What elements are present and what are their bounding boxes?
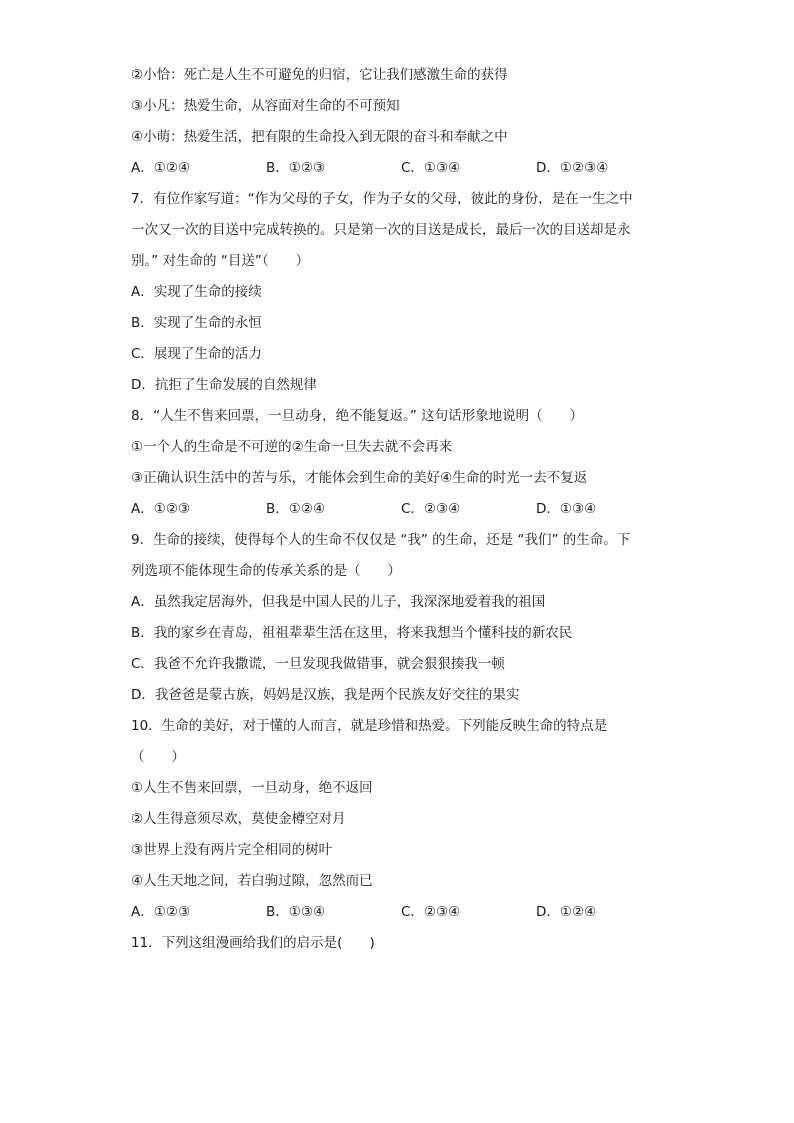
- q10-statement-line: ①人生不售来回票，一旦动身，绝不返回: [131, 780, 373, 796]
- q9-option-a[interactable]: A．虽然我定居海外，但我是中国人民的儿子，我深深地爱着我的祖国: [131, 594, 546, 610]
- q9-option-d[interactable]: D．我爸爸是蒙古族，妈妈是汉族，我是两个民族友好交往的果实: [131, 687, 520, 703]
- q10-statement-line: ④人生天地之间，若白驹过隙，忽然而已: [131, 873, 373, 889]
- q7-stem-line: 别。” 对生命的 “目送”（ ）: [131, 253, 310, 269]
- option-b[interactable]: B．①②③: [266, 160, 326, 176]
- q10-statement-line: ③世界上没有两片完全相同的树叶: [131, 842, 333, 858]
- option-b[interactable]: B．①②④: [266, 501, 326, 517]
- q7-stem-line: 一次又一次的目送中完成转换的。只是第一次的目送是成长，最后一次的目送却是永: [131, 222, 631, 238]
- option-a[interactable]: A．①②③: [131, 904, 191, 920]
- option-d[interactable]: D．①②④: [536, 904, 597, 920]
- q6-statement-4: ④小萌：热爱生活，把有限的生命投入到无限的奋斗和奉献之中: [131, 129, 508, 145]
- exam-page: [131, 60, 671, 959]
- q8-statement-line: ③正确认识生活中的苦与乐，才能体会到生命的美好④生命的时光一去不复返: [131, 470, 588, 486]
- q6-options: [131, 153, 671, 184]
- q8-stem-line: 8．“人生不售来回票，一旦动身，绝不能复返。” 这句话形象地说明（ ）: [131, 408, 584, 424]
- q8-statement-line: ①一个人的生命是不可逆的②生命一旦失去就不会再来: [131, 439, 453, 455]
- q10-options: [131, 897, 671, 928]
- q7-stem-line: 7．有位作家写道：“作为父母的子女，作为子女的父母，彼此的身份，是在一生之中: [131, 191, 633, 207]
- q7-option-c[interactable]: C．展现了生命的活力: [131, 346, 262, 362]
- q6-statement-3: ③小凡：热爱生命，从容面对生命的不可预知: [131, 98, 400, 114]
- option-a[interactable]: A．①②③: [131, 501, 191, 517]
- q6-statement-2: ②小恰：死亡是人生不可避免的归宿，它让我们感激生命的获得: [131, 67, 508, 83]
- q9-option-b[interactable]: B．我的家乡在青岛，祖祖辈辈生活在这里，将来我想当个懂科技的新农民: [131, 625, 573, 641]
- q11-stem-line: 11．下列这组漫画给我们的启示是( ): [131, 935, 375, 951]
- q10-statement-line: ②人生得意须尽欢，莫使金樽空对月: [131, 811, 346, 827]
- q7-option-b[interactable]: B．实现了生命的永恒: [131, 315, 262, 331]
- option-c[interactable]: C．②③④: [401, 904, 461, 920]
- q9-stem-line: 列选项不能体现生命的传承关系的是（ ）: [131, 563, 401, 579]
- option-d[interactable]: D．①②③④: [536, 160, 609, 176]
- option-c[interactable]: C．①③④: [401, 160, 461, 176]
- q10-stem-blank: （ ）: [131, 749, 185, 765]
- option-a[interactable]: A．①②④: [131, 160, 191, 176]
- q8-options: [131, 494, 671, 525]
- option-c[interactable]: C．②③④: [401, 501, 461, 517]
- q10-stem-line: 10．生命的美好，对于懂的人而言，就是珍惜和热爱。下列能反映生命的特点是: [131, 718, 608, 734]
- q9-option-c[interactable]: C．我爸不允许我撒谎，一旦发现我做错事，就会狠狠揍我一顿: [131, 656, 505, 672]
- q7-option-d[interactable]: D．抗拒了生命发展的自然规律: [131, 377, 317, 393]
- q7-option-a[interactable]: A．实现了生命的接续: [131, 284, 262, 300]
- q9-stem-line: 9．生命的接续，使得每个人的生命不仅仅是 “我” 的生命，还是 “我们” 的生命。下: [131, 532, 631, 548]
- option-b[interactable]: B．①③④: [266, 904, 326, 920]
- option-d[interactable]: D．①③④: [536, 501, 597, 517]
